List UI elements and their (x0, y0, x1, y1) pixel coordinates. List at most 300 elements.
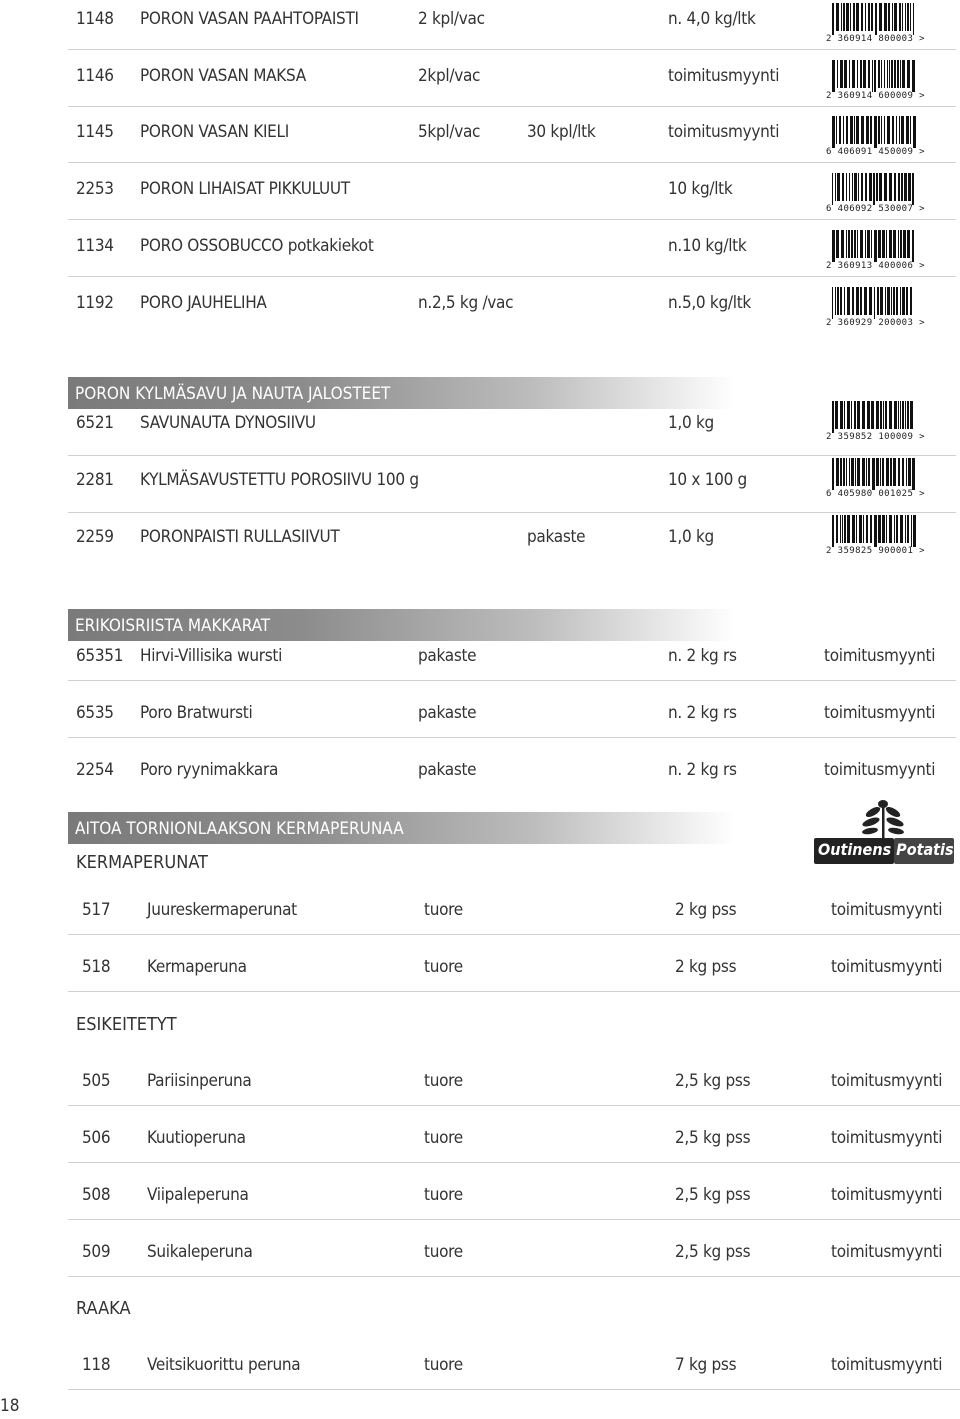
barcode-bar (884, 116, 885, 144)
barcode-bar (843, 116, 844, 144)
barcode-bar (855, 458, 856, 486)
storage-type: tuore (424, 957, 463, 977)
sales-unit: n.5,0 kg/ltk (668, 293, 751, 313)
barcode-bar (854, 116, 855, 144)
barcode-bar (836, 458, 839, 486)
sales-unit: 1,0 kg (668, 527, 714, 547)
sales-type: toimitusmyynti (831, 957, 943, 977)
barcode-number: 2 360914 600009 > (826, 91, 925, 101)
barcode-bar (884, 173, 887, 201)
barcode-bars (826, 287, 924, 319)
section-title: ERIKOISRIISTA MAKKARAT (75, 616, 271, 636)
barcode-bar (902, 287, 905, 315)
sales-unit: toimitusmyynti (668, 66, 780, 86)
barcode-bar (861, 173, 863, 201)
barcode-bar (846, 230, 847, 258)
row-divider (68, 991, 960, 992)
barcode-bar (836, 230, 839, 258)
barcode-bar (893, 230, 896, 258)
barcode-number: 2 360913 400006 > (826, 261, 925, 271)
barcode-bar (907, 60, 910, 88)
barcode-bar (863, 60, 866, 88)
barcode-bar (842, 515, 843, 543)
barcode-bar (878, 230, 881, 258)
product-code: 1148 (76, 9, 114, 29)
product-code: 518 (82, 957, 111, 977)
barcode (826, 3, 924, 47)
sales-type: toimitusmyynti (824, 703, 936, 723)
barcode-bar (832, 287, 833, 319)
barcode-bar (869, 173, 872, 201)
barcode-bar (871, 3, 873, 31)
barcode (826, 230, 924, 274)
barcode-bar (851, 401, 852, 429)
barcode-bar (843, 3, 845, 31)
product-code: 6521 (76, 413, 114, 433)
barcode-bar (865, 230, 866, 258)
barcode-bar (878, 116, 880, 144)
product-code: 1145 (76, 122, 114, 142)
barcode-bar (841, 3, 842, 31)
barcode-bar (856, 3, 859, 31)
row-divider (68, 680, 956, 681)
barcode-bar (849, 60, 850, 88)
section-banner-smoked (68, 377, 735, 409)
barcode-bar (843, 458, 845, 486)
product-name: PORON LIHAISAT PIKKULUUT (140, 179, 350, 199)
barcode-bar (866, 116, 869, 144)
product-name: Poro Bratwursti (140, 703, 253, 723)
barcode-bar (856, 287, 859, 315)
barcode-bar (847, 515, 850, 543)
barcode-bar (908, 458, 911, 486)
product-name: PORO OSSOBUCCO potkakiekot (140, 236, 374, 256)
package-size: 2kpl/vac (418, 66, 481, 86)
barcode-bar (874, 116, 877, 148)
barcode-bar (882, 515, 885, 543)
barcode-bar (840, 60, 843, 88)
barcode-bar (832, 458, 834, 490)
product-code: 506 (82, 1128, 111, 1148)
sales-type: toimitusmyynti (831, 1185, 943, 1205)
barcode-bar (832, 3, 834, 35)
barcode-bars (826, 401, 924, 433)
sales-type: toimitusmyynti (831, 1128, 943, 1148)
package-size: 2 kg pss (675, 900, 737, 920)
barcode-bar (894, 60, 896, 88)
package-size: 2,5 kg pss (675, 1242, 751, 1262)
barcode (826, 515, 924, 559)
barcode-bar (867, 230, 870, 258)
sales-unit: n. 4,0 kg/ltk (668, 9, 756, 29)
package-size: 2 kpl/vac (418, 9, 485, 29)
product-name: Viipaleperuna (147, 1185, 249, 1205)
barcode-number: 2 359825 900001 > (826, 546, 925, 556)
barcode-bar (858, 173, 859, 201)
barcode-bar (886, 458, 889, 486)
row-divider (68, 49, 956, 50)
barcode-bar (890, 458, 892, 486)
barcode-bar (912, 173, 914, 205)
package-size: n.2,5 kg /vac (418, 293, 514, 313)
product-name: PORON VASAN MAKSA (140, 66, 306, 86)
sales-unit: 10 kg/ltk (668, 179, 733, 199)
barcode-bar (870, 116, 872, 144)
product-code: 118 (82, 1355, 111, 1375)
barcode-bar (900, 515, 903, 543)
section-banner-potatoes (68, 812, 735, 844)
barcode-bars (826, 116, 924, 148)
barcode-bar (839, 116, 841, 144)
package-size: 5kpl/vac (418, 122, 481, 142)
barcode-bar (889, 230, 892, 258)
barcode-bars (826, 230, 924, 262)
product-code: 2281 (76, 470, 114, 490)
barcode-bar (886, 230, 887, 258)
row-divider (68, 276, 956, 277)
barcode-bar (878, 60, 880, 88)
barcode-bar (889, 515, 892, 543)
barcode-bar (889, 401, 892, 429)
barcode (826, 116, 924, 160)
barcode-bar (912, 60, 915, 92)
barcode-bar (832, 173, 833, 205)
barcode-bar (885, 401, 887, 429)
barcode-bar (883, 401, 884, 429)
section-title: AITOA TORNIONLAAKSON KERMAPERUNAA (75, 819, 404, 839)
group-title-esikeitetyt: ESIKEITETYT (76, 1014, 177, 1035)
barcode-bar (835, 287, 836, 315)
barcode-bar (840, 401, 843, 429)
product-code: 1134 (76, 236, 114, 256)
row-divider (68, 1105, 960, 1106)
sales-type: toimitusmyynti (831, 1242, 943, 1262)
product-code: 1192 (76, 293, 114, 313)
sales-unit: toimitusmyynti (668, 122, 780, 142)
barcode-bar (886, 515, 887, 543)
barcode-bars (826, 515, 924, 547)
barcode-bar (906, 287, 908, 315)
barcode-bar (857, 60, 858, 88)
barcode-number: 6 406092 530007 > (826, 204, 925, 214)
storage-type: tuore (424, 1355, 463, 1375)
barcode-bar (860, 60, 862, 88)
barcode-bar (907, 3, 909, 31)
sales-unit: 10 x 100 g (668, 470, 747, 490)
barcode-bar (894, 173, 896, 201)
barcode-number: 2 360929 200003 > (826, 318, 925, 328)
carton-size: 30 kpl/ltk (527, 122, 596, 142)
barcode-bar (901, 173, 903, 201)
storage-type: pakaste (418, 703, 477, 723)
barcode-bar (875, 3, 877, 35)
barcode-bar (846, 458, 847, 486)
product-name: Kermaperuna (147, 957, 247, 977)
section-title: PORON KYLMÄSAVU JA NAUTA JALOSTEET (75, 384, 391, 404)
barcode-bar (876, 401, 879, 429)
barcode-bar (882, 458, 884, 486)
group-title-kermaperunat: KERMAPERUNAT (76, 852, 208, 873)
row-divider (68, 455, 956, 456)
outinens-potatis-logo (810, 798, 956, 886)
barcode-bar (866, 515, 868, 543)
barcode-bar (900, 287, 901, 315)
product-code: 2259 (76, 527, 114, 547)
product-name: PORONPAISTI RULLASIIVUT (140, 527, 340, 547)
barcode-bar (892, 3, 893, 31)
barcode-bar (846, 116, 848, 144)
barcode-bar (898, 458, 900, 486)
barcode-bar (856, 116, 859, 144)
product-name: PORON VASAN KIELI (140, 122, 289, 142)
row-divider (68, 1276, 960, 1277)
barcode-bar (894, 401, 897, 429)
row-divider (68, 737, 956, 738)
package-size: 2,5 kg pss (675, 1128, 751, 1148)
product-code: 2254 (76, 760, 114, 780)
storage-type: tuore (424, 1185, 463, 1205)
barcode-bar (896, 287, 898, 315)
product-code: 505 (82, 1071, 111, 1091)
barcode-bar (913, 116, 916, 148)
barcode-bar (905, 3, 906, 31)
barcode-bar (902, 3, 903, 31)
barcode-number: 6 406091 450009 > (826, 147, 925, 157)
barcode (826, 173, 924, 217)
barcode-bar (851, 458, 854, 486)
barcode-bar (836, 3, 839, 31)
barcode-bar (840, 515, 841, 543)
barcode-bar (891, 60, 893, 88)
sales-unit: n.10 kg/ltk (668, 236, 747, 256)
barcode-bars (826, 173, 924, 205)
barcode-bar (911, 515, 912, 547)
product-code: 508 (82, 1185, 111, 1205)
barcode-bar (844, 401, 845, 429)
package-size: 2,5 kg pss (675, 1071, 751, 1091)
barcode-bars (826, 458, 924, 490)
barcode-bar (905, 515, 906, 543)
barcode-bar (852, 60, 855, 88)
group-title-raaka: RAAKA (76, 1298, 131, 1319)
barcode-bar (863, 515, 864, 543)
barcode-bar (861, 116, 864, 144)
barcode-bar (876, 173, 878, 201)
barcode-bar (868, 458, 870, 486)
barcode-bar (832, 60, 835, 92)
barcode-bar (877, 287, 879, 315)
barcode-bar (880, 458, 881, 486)
barcode-bar (878, 515, 881, 543)
row-divider (68, 934, 960, 935)
product-name: PORO JAUHELIHA (140, 293, 267, 313)
row-divider (68, 1162, 960, 1163)
barcode-bar (871, 401, 874, 429)
storage-type: pakaste (418, 646, 477, 666)
barcode-bar (840, 287, 842, 315)
sales-type: toimitusmyynti (824, 760, 936, 780)
barcode-bar (844, 287, 845, 315)
barcode (826, 458, 924, 502)
barcode-bar (880, 401, 882, 429)
barcode-bar (852, 287, 854, 315)
barcode-bar (907, 515, 909, 543)
barcode-bar (846, 3, 849, 31)
barcode-bar (857, 230, 858, 258)
barcode-bar (905, 401, 906, 429)
barcode-bar (842, 173, 844, 201)
barcode-bar (861, 3, 863, 31)
product-name: Juureskermaperunat (147, 900, 297, 920)
barcode-bar (835, 401, 838, 429)
barcode-bar (869, 287, 872, 315)
barcode-bar (873, 173, 875, 205)
barcode-bar (910, 116, 911, 144)
barcode-bar (848, 230, 850, 258)
product-name: Pariisinperuna (147, 1071, 252, 1091)
barcode-bar (872, 60, 873, 92)
barcode-bar (836, 116, 837, 144)
barcode-bar (879, 173, 882, 201)
barcode-number: 2 359852 100009 > (826, 432, 925, 442)
storage-type: tuore (424, 1242, 463, 1262)
product-code: 1146 (76, 66, 114, 86)
storage-type: pakaste (527, 527, 586, 547)
sales-unit: 1,0 kg (668, 413, 714, 433)
barcode-bar (837, 287, 839, 315)
logo-text: Outinens Potatis (818, 840, 954, 859)
barcode-bar (879, 3, 882, 31)
barcode-bar (872, 458, 875, 490)
barcode-bar (876, 458, 879, 486)
product-code: 65351 (76, 646, 124, 666)
barcode-bar (857, 401, 860, 429)
barcode (826, 287, 924, 331)
barcode-bar (874, 230, 877, 262)
barcode-bar (899, 116, 900, 144)
barcode-bar (899, 3, 901, 31)
barcode-bar (874, 287, 875, 319)
barcode-bar (884, 60, 885, 88)
barcode-bar (907, 230, 910, 258)
product-name: Poro ryynimakkara (140, 760, 279, 780)
barcode-bar (910, 401, 913, 429)
barcode-bar (868, 60, 870, 88)
barcode-bar (844, 60, 847, 88)
barcode-bar (832, 401, 834, 433)
barcode-bar (847, 401, 850, 429)
barcode-bar (903, 230, 906, 258)
barcode-bar (832, 116, 835, 148)
barcode-bar (913, 515, 916, 547)
row-divider (68, 512, 956, 513)
barcode-bar (887, 60, 888, 88)
barcode-bar (906, 116, 909, 144)
sales-type: toimitusmyynti (831, 1071, 943, 1091)
package-size: 7 kg pss (675, 1355, 737, 1375)
package-size: n. 2 kg rs (668, 703, 737, 723)
barcode-bar (854, 230, 856, 258)
barcode-bar (874, 60, 876, 92)
barcode-bar (865, 3, 866, 31)
barcode-bar (852, 515, 855, 543)
barcode-bar (897, 60, 899, 88)
barcode-bar (862, 458, 865, 486)
barcode-bar (887, 116, 890, 144)
barcode-bar (893, 287, 895, 315)
storage-type: pakaste (418, 760, 477, 780)
product-name: PORON VASAN PAAHTOPAISTI (140, 9, 359, 29)
barcode-number: 6 405980 001025 > (826, 489, 925, 499)
package-size: n. 2 kg rs (668, 760, 737, 780)
barcode-bar (856, 515, 857, 543)
barcode-bar (889, 60, 890, 88)
barcode-bar (896, 116, 897, 144)
barcode-bar (898, 173, 900, 201)
row-divider (68, 1219, 960, 1220)
barcode-bar (891, 287, 892, 315)
barcode-bar (849, 173, 850, 201)
barcode (826, 401, 924, 445)
barcode-bar (887, 287, 890, 315)
product-name: Hirvi-Villisika wursti (140, 646, 283, 666)
barcode-bar (900, 230, 902, 258)
barcode-bar (859, 515, 862, 543)
barcode-bar (862, 401, 865, 429)
barcode (826, 60, 924, 104)
barcode-bar (907, 401, 909, 429)
barcode-bar (860, 230, 863, 258)
barcode-bar (860, 287, 862, 315)
barcode-bar (844, 515, 846, 543)
barcode-bar (881, 60, 882, 88)
barcode-bar (885, 287, 886, 315)
package-size: n. 2 kg rs (668, 646, 737, 666)
barcode-bar (874, 515, 877, 547)
row-divider (68, 219, 956, 220)
barcode-bar (864, 287, 867, 315)
sales-type: toimitusmyynti (831, 1355, 943, 1375)
barcode-bar (894, 3, 897, 31)
barcode-bar (854, 173, 857, 201)
section-banner-sausages (68, 609, 735, 641)
barcode-bar (868, 3, 870, 31)
barcode-bar (902, 401, 904, 429)
barcode-bar (880, 287, 883, 315)
barcode-bar (849, 458, 850, 486)
barcode-bar (900, 401, 901, 429)
row-divider (68, 106, 956, 107)
barcode-bars (826, 60, 924, 92)
barcode-bar (840, 458, 842, 486)
row-divider (68, 162, 956, 163)
barcode-bar (837, 173, 840, 201)
barcode-bar (892, 116, 894, 144)
package-size: 2,5 kg pss (675, 1185, 751, 1205)
barcode-bar (857, 458, 860, 486)
product-name: KYLMÄSAVUSTETTU POROSIIVU 100 g (140, 470, 419, 490)
barcode-bar (896, 515, 898, 543)
barcode-bar (902, 458, 904, 486)
product-code: 509 (82, 1242, 111, 1262)
barcode-bar (894, 515, 895, 543)
product-name: SAVUNAUTA DYNOSIIVU (140, 413, 316, 433)
barcode-bar (854, 401, 856, 429)
barcode-bar (832, 230, 835, 262)
barcode-bar (902, 60, 905, 88)
product-code: 6535 (76, 703, 114, 723)
barcode-bar (852, 173, 853, 201)
